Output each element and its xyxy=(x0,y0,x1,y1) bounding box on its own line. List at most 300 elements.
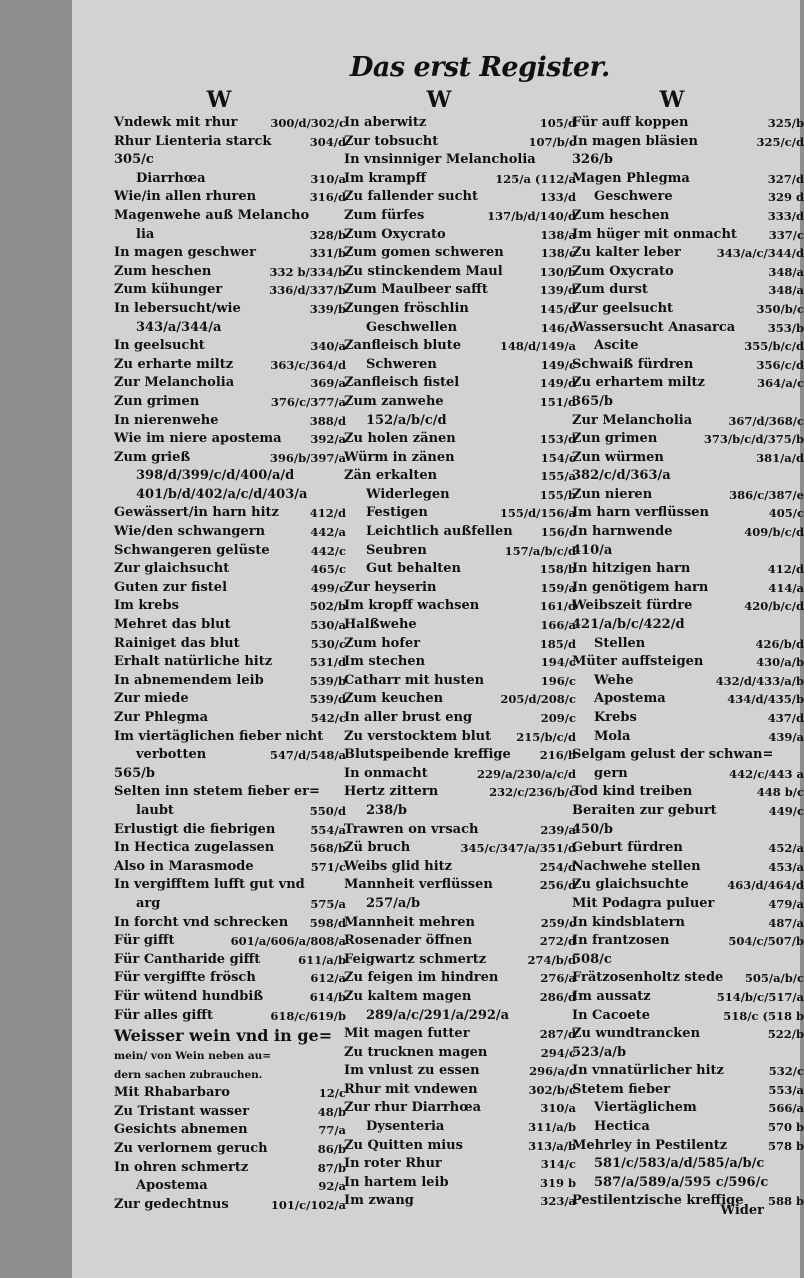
entry-page-ref: 323/a xyxy=(540,1194,576,1209)
entry-page-ref: 77/a xyxy=(318,1123,346,1138)
entry-page-ref: 239/a xyxy=(540,822,576,837)
entry-term: Seubren xyxy=(366,542,427,558)
index-entry xyxy=(344,653,576,672)
index-entry xyxy=(344,1174,576,1193)
entry-page-ref: 232/c/236/b/c xyxy=(489,785,576,800)
entry-term: Zu verlornem geruch xyxy=(114,1141,268,1157)
entry-page-ref: 166/a xyxy=(540,618,576,633)
entry-page-ref: 420/b/c/d xyxy=(744,599,804,614)
entry-term: Zum fürfes xyxy=(344,207,425,223)
entry-page-ref: 373/b/c/d/375/b xyxy=(703,432,804,447)
index-entry xyxy=(114,579,346,598)
entry-term: 238/b xyxy=(366,802,407,818)
entry-page-ref: 325/b xyxy=(767,116,804,130)
entry-term: Rosenader öffnen xyxy=(344,933,473,949)
index-entry xyxy=(572,1118,804,1137)
entry-page-ref: 215/b/c/d xyxy=(516,729,576,744)
entry-term: Zu Tristant wasser xyxy=(114,1103,250,1119)
index-entry xyxy=(344,244,576,263)
entry-term: arg xyxy=(136,895,161,911)
entry-term: Feigwartz schmertz xyxy=(344,951,487,967)
index-entry xyxy=(344,226,576,245)
entry-term: In hitzigen harn xyxy=(572,561,691,577)
index-entry xyxy=(114,1140,346,1159)
entry-term: Hertz zittern xyxy=(344,784,439,800)
entry-term: In magen geschwer xyxy=(114,245,256,261)
index-entry xyxy=(572,207,804,226)
index-entry xyxy=(572,1192,804,1211)
entry-term: Zu erhartem miltz xyxy=(572,375,705,391)
entry-term: Für alles gifft xyxy=(114,1007,213,1023)
entry-page-ref: 274/b/d xyxy=(527,952,576,967)
index-entry xyxy=(572,932,804,951)
entry-page-ref: 487/a xyxy=(768,915,804,930)
index-entry xyxy=(344,319,576,338)
column-letter: W xyxy=(426,87,452,113)
entry-page-ref: 133/d xyxy=(539,190,576,205)
index-entry xyxy=(572,356,804,375)
entry-term: Erlustigt die fiebrigen xyxy=(114,821,276,837)
index-entry xyxy=(114,188,346,207)
entry-page-ref: 332 b/334/b xyxy=(269,264,346,279)
index-entry xyxy=(114,244,346,263)
entry-term: Im vnlust zu essen xyxy=(344,1063,480,1079)
entry-term: Zu fallender sucht xyxy=(344,189,478,205)
entry-page-ref: 568/b xyxy=(309,841,346,856)
entry-term: Hectica xyxy=(594,1119,650,1135)
index-entry xyxy=(114,226,346,245)
entry-page-ref: 388/d xyxy=(309,413,346,428)
index-entry xyxy=(114,895,346,914)
entry-page-ref: 145/d xyxy=(539,301,576,316)
entry-term: Zum Maulbeer safft xyxy=(344,282,488,298)
entry-page-ref: 601/a/606/a/808/a xyxy=(230,934,346,949)
entry-page-ref: 161/d xyxy=(539,599,576,614)
entry-term: Vndewk mit rhur xyxy=(114,115,238,130)
index-entry xyxy=(114,616,346,635)
entry-term: Zur Melancholia xyxy=(572,412,693,428)
entry-term: Diarrhœa xyxy=(136,170,206,186)
entry-page-ref: 302/b/c xyxy=(528,1082,576,1097)
entry-page-ref: 412/d xyxy=(309,506,346,521)
entry-term: Catharr mit husten xyxy=(344,672,485,688)
index-entry xyxy=(572,951,804,970)
index-entry xyxy=(572,1062,804,1081)
entry-term: Zum keuchen xyxy=(344,691,444,707)
index-entry xyxy=(344,616,576,635)
index-entry xyxy=(114,374,346,393)
entry-page-ref: 156/c xyxy=(540,525,576,540)
catchword: Wider xyxy=(720,1203,764,1218)
index-entry xyxy=(344,858,576,877)
index-entry xyxy=(114,1103,346,1122)
index-entry xyxy=(344,988,576,1007)
entry-term: Zur rhur Diarrhœa xyxy=(344,1100,482,1116)
entry-term: Zur Melancholia xyxy=(114,375,235,391)
entry-term: In aller brust eng xyxy=(344,710,473,725)
index-entry xyxy=(572,430,804,449)
entry-term: 289/a/c/291/a/292/a xyxy=(366,1007,510,1023)
entry-term: Frätzosenholtz stede xyxy=(572,970,724,986)
entry-page-ref: 530/a xyxy=(310,618,346,633)
entry-page-ref: 542/c xyxy=(310,711,346,725)
entry-page-ref: 442/c/443 a xyxy=(729,766,804,781)
index-entry xyxy=(344,486,576,505)
index-entry xyxy=(344,542,576,561)
index-entry xyxy=(344,300,576,319)
entry-page-ref: 327/d xyxy=(767,171,804,186)
index-entry xyxy=(344,783,576,802)
entry-page-ref: 518/c (518 b xyxy=(723,1008,804,1023)
index-entry xyxy=(344,1007,576,1026)
entry-page-ref: 571/c xyxy=(310,859,346,874)
entry-term: Wassersucht Anasarca xyxy=(572,319,736,335)
entry-page-ref: 448 b/c xyxy=(756,785,804,800)
entry-term: Zum Oxycrato xyxy=(344,226,446,242)
entry-page-ref: 588 b xyxy=(767,1194,804,1209)
index-entry xyxy=(344,188,576,207)
entry-page-ref: 430/a/b xyxy=(756,655,804,670)
entry-term: Zun grimen xyxy=(114,393,200,409)
entry-term: Zum kühunger xyxy=(114,282,223,298)
entry-page-ref: 612/a xyxy=(310,971,346,986)
index-entry xyxy=(572,114,804,133)
entry-page-ref: 452/a xyxy=(768,841,804,856)
entry-term: Ascite xyxy=(594,338,639,354)
index-entry xyxy=(114,430,346,449)
entry-term: 398/d/399/c/d/400/a/d xyxy=(136,468,295,484)
index-entry xyxy=(114,746,346,765)
entry-page-ref: 209/c xyxy=(540,711,576,725)
entry-term: Wie im niere apostema xyxy=(114,431,282,447)
entry-page-ref: 437/d xyxy=(767,711,804,725)
index-entry xyxy=(344,914,576,933)
entry-term: Schwaiß fürdren xyxy=(572,356,694,372)
entry-page-ref: 151/d xyxy=(539,394,576,409)
entry-page-ref: 12/c xyxy=(318,1086,346,1101)
entry-term: Wie/in allen rhuren xyxy=(114,189,257,205)
entry-page-ref: 532/c xyxy=(768,1064,804,1079)
entry-page-ref: 353/b xyxy=(767,320,804,335)
entry-page-ref: 449/c xyxy=(768,803,804,818)
index-entry xyxy=(114,951,346,970)
entry-term: Zur Phlegma xyxy=(114,710,209,725)
entry-page-ref: 196/c xyxy=(540,673,576,688)
index-entry xyxy=(572,914,804,933)
index-entry xyxy=(572,504,804,523)
index-entry xyxy=(572,281,804,300)
index-entry xyxy=(114,1047,346,1066)
index-entry xyxy=(572,765,804,784)
index-entry xyxy=(344,1155,576,1174)
entry-page-ref: 158/b xyxy=(539,562,576,577)
index-entry xyxy=(344,765,576,784)
entry-term: Viertäglichem xyxy=(594,1100,697,1116)
entry-page-ref: 319 b xyxy=(539,1175,576,1190)
entry-page-ref: 392/a xyxy=(310,432,346,447)
entry-term: Im aussatz xyxy=(572,988,651,1004)
entry-term: Zur geelsucht xyxy=(572,300,674,316)
index-entry xyxy=(344,449,576,468)
index-entry xyxy=(344,1081,576,1100)
entry-page-ref: 107/b/c xyxy=(528,134,576,149)
entry-term: Zur glaichsucht xyxy=(114,561,230,577)
entry-page-ref: 254/d xyxy=(539,859,576,874)
entry-page-ref: 405/c xyxy=(768,506,804,521)
entry-page-ref: 294/c xyxy=(540,1045,576,1060)
index-entry xyxy=(344,430,576,449)
index-entry xyxy=(344,151,576,170)
entry-term: Für vergiffte frösch xyxy=(114,970,256,986)
index-entry xyxy=(344,170,576,189)
column-letter: W xyxy=(206,87,232,113)
index-entry xyxy=(344,393,576,412)
entry-page-ref: 442/a xyxy=(310,525,346,540)
entry-term: Im viertäglichen fieber nicht xyxy=(114,728,324,744)
entry-page-ref: 339/b xyxy=(309,301,346,316)
index-entry xyxy=(344,263,576,282)
index-entry xyxy=(114,709,346,728)
index-entry xyxy=(114,1007,346,1026)
entry-term: 382/c/d/363/a xyxy=(572,468,671,484)
entry-term: Müter auffsteigen xyxy=(572,654,704,670)
index-entry xyxy=(114,728,346,747)
entry-page-ref: 539/d xyxy=(309,692,346,707)
entry-term: Gesichts abnemen xyxy=(114,1122,248,1138)
entry-page-ref: 434/d/435/b xyxy=(727,692,804,707)
index-entry xyxy=(344,523,576,542)
index-entry xyxy=(344,1118,576,1137)
entry-page-ref: 531/d xyxy=(309,655,346,670)
index-entry xyxy=(114,449,346,468)
entry-term: In magen bläsien xyxy=(572,133,699,149)
entry-term: Erhalt natürliche hitz xyxy=(114,654,273,670)
index-entry xyxy=(344,895,576,914)
entry-term: Wehe xyxy=(594,672,634,688)
entry-page-ref: 442/c xyxy=(310,543,346,558)
index-entry xyxy=(344,133,576,152)
entry-term: In hartem leib xyxy=(344,1174,449,1190)
entry-term: Weibszeit fürdre xyxy=(572,598,693,614)
index-entry xyxy=(114,765,346,784)
entry-page-ref: 86/b xyxy=(317,1142,346,1157)
entry-page-ref: 139/d xyxy=(539,283,576,298)
entry-term: Zum gomen schweren xyxy=(344,245,504,261)
entry-page-ref: 364/a/c xyxy=(757,376,804,391)
index-entry xyxy=(572,672,804,691)
entry-page-ref: 369/a xyxy=(310,376,346,391)
entry-page-ref: 101/c/102/a xyxy=(270,1197,346,1212)
index-entry xyxy=(114,914,346,933)
index-entry xyxy=(114,151,346,170)
entry-term: Zu kaltem magen xyxy=(344,988,472,1004)
entry-term: Geschwere xyxy=(594,189,673,205)
entry-page-ref: 355/b/c/d xyxy=(744,339,804,354)
index-entry xyxy=(572,988,804,1007)
index-entry xyxy=(344,207,576,226)
index-entry xyxy=(114,858,346,877)
entry-term: Tod kind treiben xyxy=(572,784,693,800)
entry-page-ref: 566/a xyxy=(768,1101,804,1116)
entry-page-ref: 367/d/368/c xyxy=(728,413,804,428)
entry-page-ref: 329 d xyxy=(767,190,804,205)
index-entry xyxy=(114,486,346,505)
entry-term: 401/b/d/402/a/c/d/403/a xyxy=(136,486,308,502)
entry-term: Zu glaichsuchte xyxy=(572,877,689,893)
index-entry xyxy=(114,319,346,338)
entry-page-ref: 463/d/464/d xyxy=(727,878,804,893)
entry-term: Widerlegen xyxy=(366,486,450,502)
entry-page-ref: 205/d/208/c xyxy=(500,692,576,707)
entry-term: Stetem fieber xyxy=(572,1081,671,1097)
index-entry xyxy=(344,839,576,858)
entry-term: 152/a/b/c/d xyxy=(366,412,447,428)
entry-term: Guten zur fistel xyxy=(114,579,228,595)
entry-term: Schwangeren gelüste xyxy=(114,542,270,558)
index-entry xyxy=(114,690,346,709)
index-entry xyxy=(344,356,576,375)
entry-term: Magen Phlegma xyxy=(572,170,690,186)
entry-page-ref: 328/b xyxy=(309,227,346,242)
entry-page-ref: 304/d xyxy=(309,134,346,149)
entry-page-ref: 570 b xyxy=(767,1120,804,1135)
entry-term: Für gifft xyxy=(114,933,175,949)
entry-term: Zü bruch xyxy=(344,840,411,856)
entry-term: Zu verstocktem blut xyxy=(344,728,492,744)
entry-page-ref: 547/d/548/a xyxy=(269,748,346,763)
index-entry xyxy=(344,337,576,356)
entry-page-ref: 300/d/302/c xyxy=(270,116,346,130)
index-entry xyxy=(572,1155,804,1174)
entry-page-ref: 363/c/364/d xyxy=(270,357,346,372)
entry-page-ref: 313/a/b xyxy=(528,1138,576,1153)
entry-term: Zun würmen xyxy=(572,449,664,465)
index-column-3 xyxy=(572,86,804,1211)
entry-term: Für wütend hundbiß xyxy=(114,988,264,1004)
entry-term: Im harn verflüssen xyxy=(572,505,710,521)
entry-term: lia xyxy=(136,226,155,242)
entry-term: In genötigem harn xyxy=(572,579,709,595)
entry-term: 421/a/b/c/422/d xyxy=(572,617,685,633)
entry-page-ref: 259/c xyxy=(540,915,576,930)
index-entry xyxy=(344,951,576,970)
entry-term: Gut behalten xyxy=(366,561,461,577)
entry-term: Krebs xyxy=(594,710,637,725)
entry-term: In geelsucht xyxy=(114,338,205,354)
index-column-1 xyxy=(114,86,346,1214)
entry-page-ref: 194/c xyxy=(540,655,576,670)
entry-term: Mehret das blut xyxy=(114,617,231,633)
entry-term: Selgam gelust der schwan= xyxy=(572,747,774,763)
entry-term: Zum hofer xyxy=(344,635,421,651)
index-entry xyxy=(114,1066,346,1085)
index-entry xyxy=(572,802,804,821)
entry-term: Mannheit mehren xyxy=(344,914,475,930)
entry-term: 410/a xyxy=(572,542,613,558)
entry-term: Zun grimen xyxy=(572,431,658,447)
entry-term: 257/a/b xyxy=(366,895,421,911)
entry-term: dern sachen zubrauchen. xyxy=(114,1068,263,1081)
entry-term: Rainiget das blut xyxy=(114,635,240,651)
index-entry xyxy=(572,374,804,393)
index-entry xyxy=(114,1121,346,1140)
entry-page-ref: 432/d/433/a/b xyxy=(715,673,804,688)
index-entry xyxy=(344,690,576,709)
index-entry xyxy=(114,207,346,226)
index-entry xyxy=(114,1159,346,1178)
entry-term: Zum Oxycrato xyxy=(572,263,674,279)
index-entry xyxy=(114,412,346,431)
index-entry xyxy=(114,467,346,486)
index-entry xyxy=(572,653,804,672)
entry-term: Zur tobsucht xyxy=(344,133,439,149)
entry-page-ref: 550/d xyxy=(309,803,346,818)
entry-page-ref: 149/c xyxy=(540,357,576,372)
entry-term: In vnsinniger Melancholia xyxy=(344,152,536,168)
entry-page-ref: 314/c xyxy=(540,1157,576,1172)
entry-term: Wie/den schwangern xyxy=(114,524,266,540)
index-entry xyxy=(572,690,804,709)
entry-term: Stellen xyxy=(594,635,646,651)
entry-page-ref: 522/b xyxy=(767,1027,804,1042)
entry-term: In Cacoete xyxy=(572,1007,650,1023)
entry-term: Zu wundtrancken xyxy=(572,1026,701,1042)
entry-term: Geschwellen xyxy=(366,319,458,335)
index-entry xyxy=(344,560,576,579)
entry-page-ref: 229/a/230/a/c/d xyxy=(477,766,576,781)
entry-term: Für auff koppen xyxy=(572,115,689,130)
entry-term: verbotten xyxy=(136,747,207,763)
entry-term: In ohren schmertz xyxy=(114,1159,249,1175)
index-entry xyxy=(572,821,804,840)
index-entry xyxy=(572,151,804,170)
index-entry xyxy=(114,560,346,579)
index-entry xyxy=(572,542,804,561)
index-entry xyxy=(114,932,346,951)
entry-page-ref: 155/a xyxy=(540,469,576,484)
entry-term: In abnemendem leib xyxy=(114,672,264,688)
index-entry xyxy=(572,597,804,616)
index-column-2 xyxy=(344,86,576,1211)
entry-page-ref: 310/a xyxy=(540,1101,576,1116)
index-entry xyxy=(344,932,576,951)
index-entry xyxy=(344,1137,576,1156)
entry-term: Festigen xyxy=(366,505,428,521)
index-entry xyxy=(114,783,346,802)
entry-page-ref: 286/d xyxy=(539,989,576,1004)
index-entry xyxy=(572,337,804,356)
entry-page-ref: 356/c/d xyxy=(756,357,804,372)
entry-page-ref: 539/b xyxy=(309,673,346,688)
entry-page-ref: 611/a/b xyxy=(298,952,346,967)
entry-term: Mit Podagra puluer xyxy=(572,895,715,911)
entry-term: Mehrley in Pestilentz xyxy=(572,1137,728,1153)
entry-page-ref: 316/d xyxy=(309,190,346,205)
entry-page-ref: 287/d xyxy=(539,1027,576,1042)
index-entry xyxy=(114,969,346,988)
index-entry xyxy=(344,802,576,821)
entry-term: Leichtlich außfellen xyxy=(366,524,513,540)
index-entry xyxy=(572,839,804,858)
entry-term: In aberwitz xyxy=(344,115,427,130)
entry-page-ref: 310/a xyxy=(310,171,346,186)
index-entry xyxy=(344,114,576,133)
index-entry xyxy=(344,374,576,393)
index-entry xyxy=(572,319,804,338)
entry-term: Zu feigen im hindren xyxy=(344,970,499,986)
entry-term: 305/c xyxy=(114,152,154,168)
entry-page-ref: 614/b xyxy=(309,989,346,1004)
